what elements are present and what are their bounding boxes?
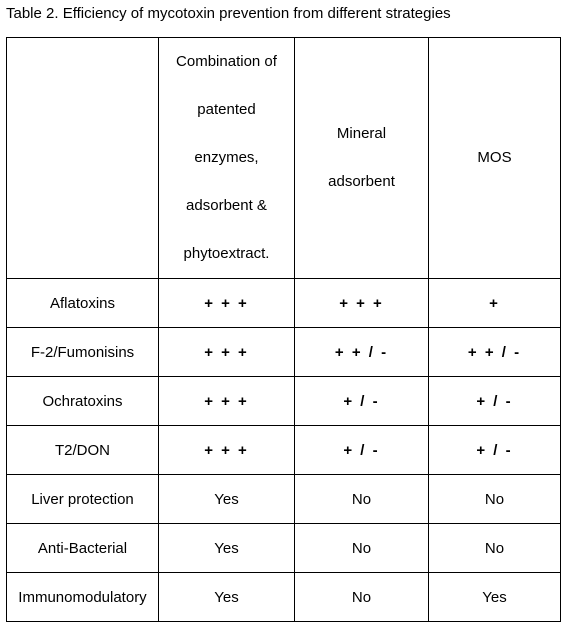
table-cell: Yes [429,573,561,622]
rating-value: + / - [343,392,380,410]
rating-value: + + + [339,294,384,312]
efficiency-table [6,37,561,622]
table-cell: No [295,573,429,622]
header-line: patented [197,101,256,118]
row-label: Immunomodulatory [7,573,159,622]
header-cell-mos [429,38,561,279]
table-row [7,377,561,426]
header-line: enzymes, [194,149,259,166]
row-label: Liver protection [7,475,159,524]
table-cell: No [429,524,561,573]
header-row [7,38,561,279]
header-line: adsorbent [328,173,395,190]
row-label: T2/DON [7,426,159,475]
header-line: adsorbent & [186,197,267,214]
table-cell [429,328,561,377]
header-line: Combination of [176,53,277,70]
rating-value: + + + [204,441,249,459]
header-cell-mineral-adsorbent [295,38,429,279]
table-row [7,426,561,475]
table-caption: Table 2. Efficiency of mycotoxin prevention from different strategies [6,5,451,22]
row-label: Anti-Bacterial [7,524,159,573]
row-label: F-2/Fumonisins [7,328,159,377]
rating-value: + / - [476,441,513,459]
table-cell [429,377,561,426]
table-row [7,328,561,377]
table-cell [159,279,295,328]
table-cell [295,328,429,377]
table-cell [159,426,295,475]
rating-value: + + + [204,343,249,361]
table-cell: No [295,524,429,573]
rating-value: + + / - [467,343,522,361]
table-cell [159,328,295,377]
table-cell [295,426,429,475]
table-row [7,524,561,573]
table-row [7,475,561,524]
row-label: Ochratoxins [7,377,159,426]
table-body [7,38,561,622]
rating-value: + / - [476,392,513,410]
table-cell: No [295,475,429,524]
table-row [7,279,561,328]
rating-value: + / - [343,441,380,459]
rating-value: + [489,294,500,312]
header-cell-empty [7,38,159,279]
table-cell: Yes [159,573,295,622]
header-line: Mineral [336,125,387,142]
rating-value: + + + [204,392,249,410]
rating-value: + + / - [334,343,389,361]
table-cell: No [429,475,561,524]
table-cell [159,377,295,426]
table-cell [295,377,429,426]
rating-value: + + + [204,294,249,312]
row-label: Aflatoxins [7,279,159,328]
table-cell: Yes [159,475,295,524]
table-cell [429,426,561,475]
header-line: phytoextract. [183,245,270,262]
table-cell [295,279,429,328]
table-cell [429,279,561,328]
header-cell-combination [159,38,295,279]
table-row [7,573,561,622]
header-line: MOS [477,149,512,166]
table-cell: Yes [159,524,295,573]
